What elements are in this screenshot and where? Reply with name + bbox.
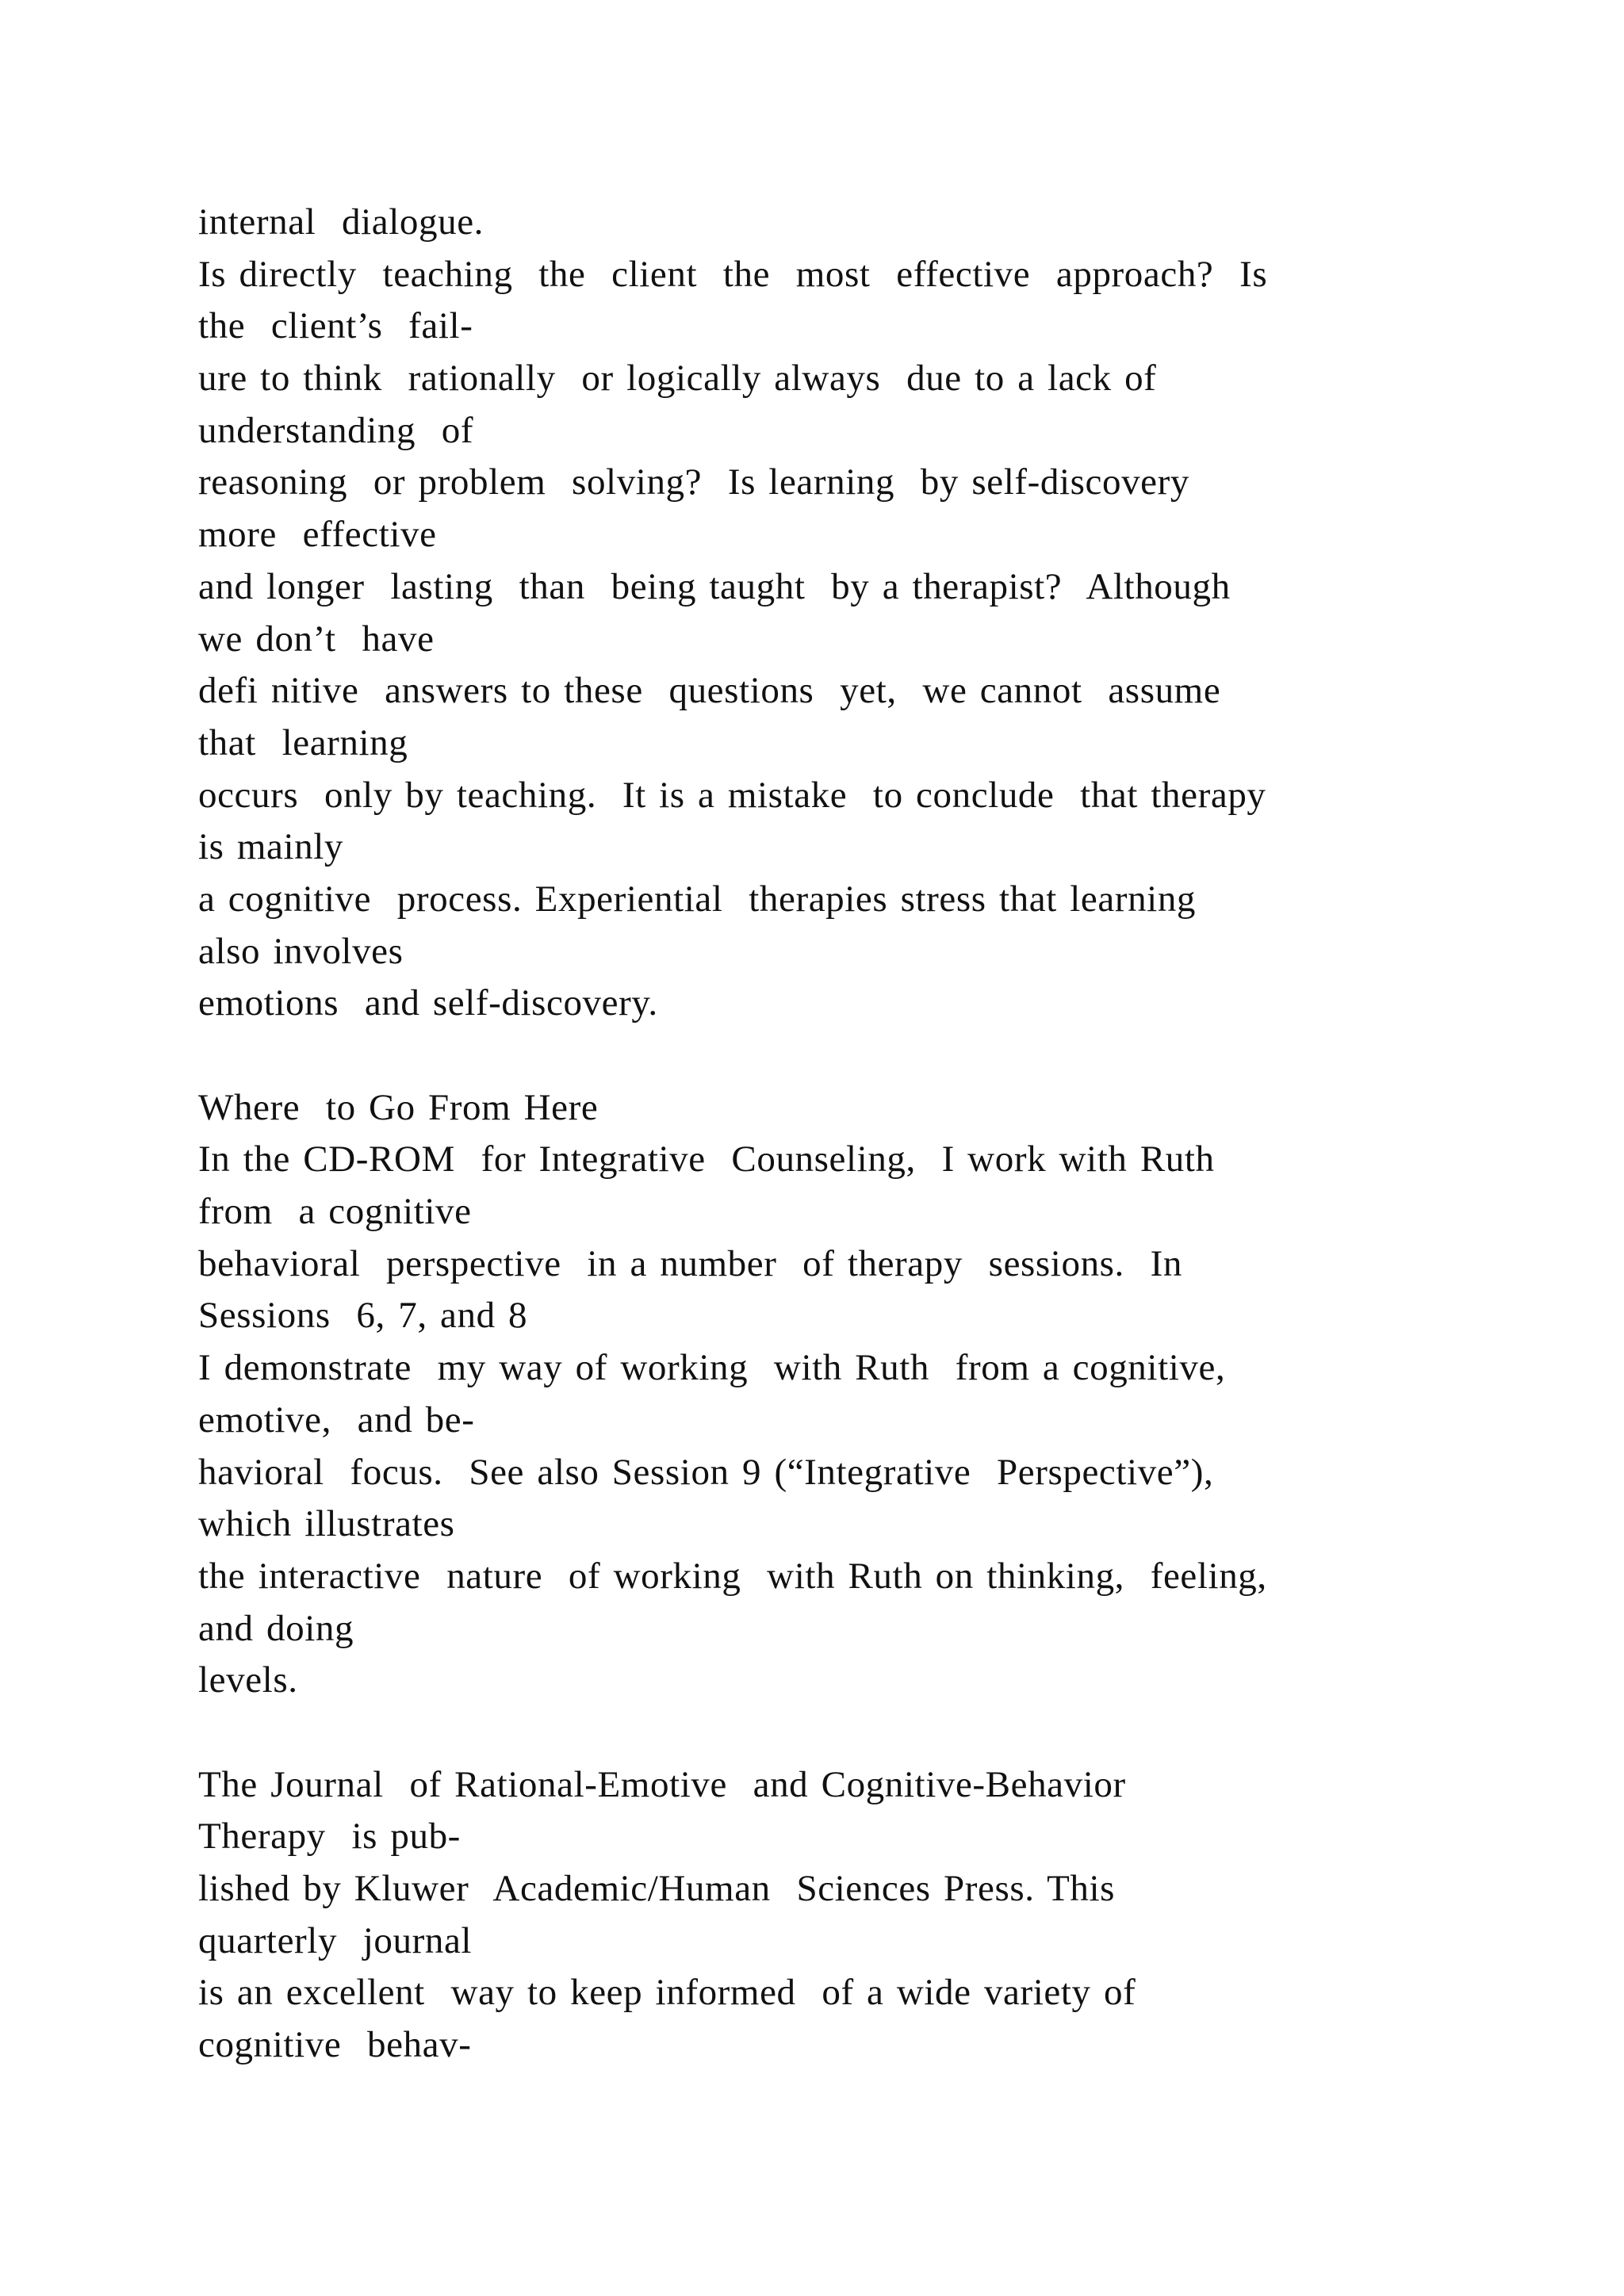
text-line: that learning bbox=[198, 721, 408, 763]
section-heading: Where to Go From Here bbox=[198, 1086, 599, 1128]
text-line: Therapy is pub- bbox=[198, 1816, 461, 1858]
text-line: In the CD-ROM for Integrative Counseling, I work with Ruth bbox=[198, 1138, 1215, 1181]
text-line: defi nitive answers to these questions yet, we cannot assume bbox=[198, 670, 1221, 712]
text-line: ure to think rationally or logically always due to a lack of bbox=[198, 358, 1157, 400]
text-line: I demonstrate my way of working with Ruth from a cognitive, bbox=[198, 1347, 1226, 1389]
text-line: emotions and self-discovery. bbox=[198, 982, 658, 1024]
paragraph-gap bbox=[198, 1707, 1499, 1759]
paragraph-gap bbox=[198, 1030, 1499, 1082]
text-line: Sessions 6, 7, and 8 bbox=[198, 1295, 528, 1337]
paragraph-1 bbox=[198, 197, 1499, 1030]
paragraph-3 bbox=[198, 1759, 1499, 2072]
text-line: is an excellent way to keep informed of a wide variety of bbox=[198, 1972, 1136, 2014]
text-line: The Journal of Rational-Emotive and Cognitive-Behavior bbox=[198, 1763, 1126, 1805]
text-line: emotive, and be- bbox=[198, 1399, 475, 1441]
text-line: we don’t have bbox=[198, 618, 435, 660]
text-line: the client’s fail- bbox=[198, 305, 473, 347]
text-line: havioral focus. See also Session 9 (“Integrative Perspective”), bbox=[198, 1451, 1214, 1493]
text-line: cognitive behav- bbox=[198, 2024, 472, 2066]
text-line: internal dialogue. bbox=[198, 201, 485, 243]
text-line: reasoning or problem solving? Is learning by self-discovery bbox=[198, 461, 1189, 503]
text-line: lished by Kluwer Academic/Human Sciences Press. This bbox=[198, 1868, 1116, 1909]
text-line: occurs only by teaching. It is a mistake to conclude that therapy bbox=[198, 774, 1266, 816]
text-line: behavioral perspective in a number of therapy sessions. In bbox=[198, 1242, 1182, 1284]
text-line: Is directly teaching the client the most effective approach? Is bbox=[198, 253, 1268, 295]
document-text bbox=[198, 197, 1499, 2072]
text-line: the interactive nature of working with Ruth on thinking, feeling, bbox=[198, 1555, 1267, 1597]
text-line: and longer lasting than being taught by a therapist? Although bbox=[198, 565, 1231, 607]
text-line: levels. bbox=[198, 1659, 298, 1701]
text-line: a cognitive process. Experiential therapies stress that learning bbox=[198, 878, 1197, 920]
text-line: understanding of bbox=[198, 409, 474, 451]
text-line: is mainly bbox=[198, 826, 344, 868]
text-line: which illustrates bbox=[198, 1503, 455, 1545]
text-line: more effective bbox=[198, 514, 437, 556]
text-line: and doing bbox=[198, 1607, 354, 1649]
text-line: also involves bbox=[198, 930, 404, 972]
text-line: quarterly journal bbox=[198, 1919, 473, 1961]
paragraph-2 bbox=[198, 1134, 1499, 1707]
text-line: from a cognitive bbox=[198, 1191, 472, 1233]
